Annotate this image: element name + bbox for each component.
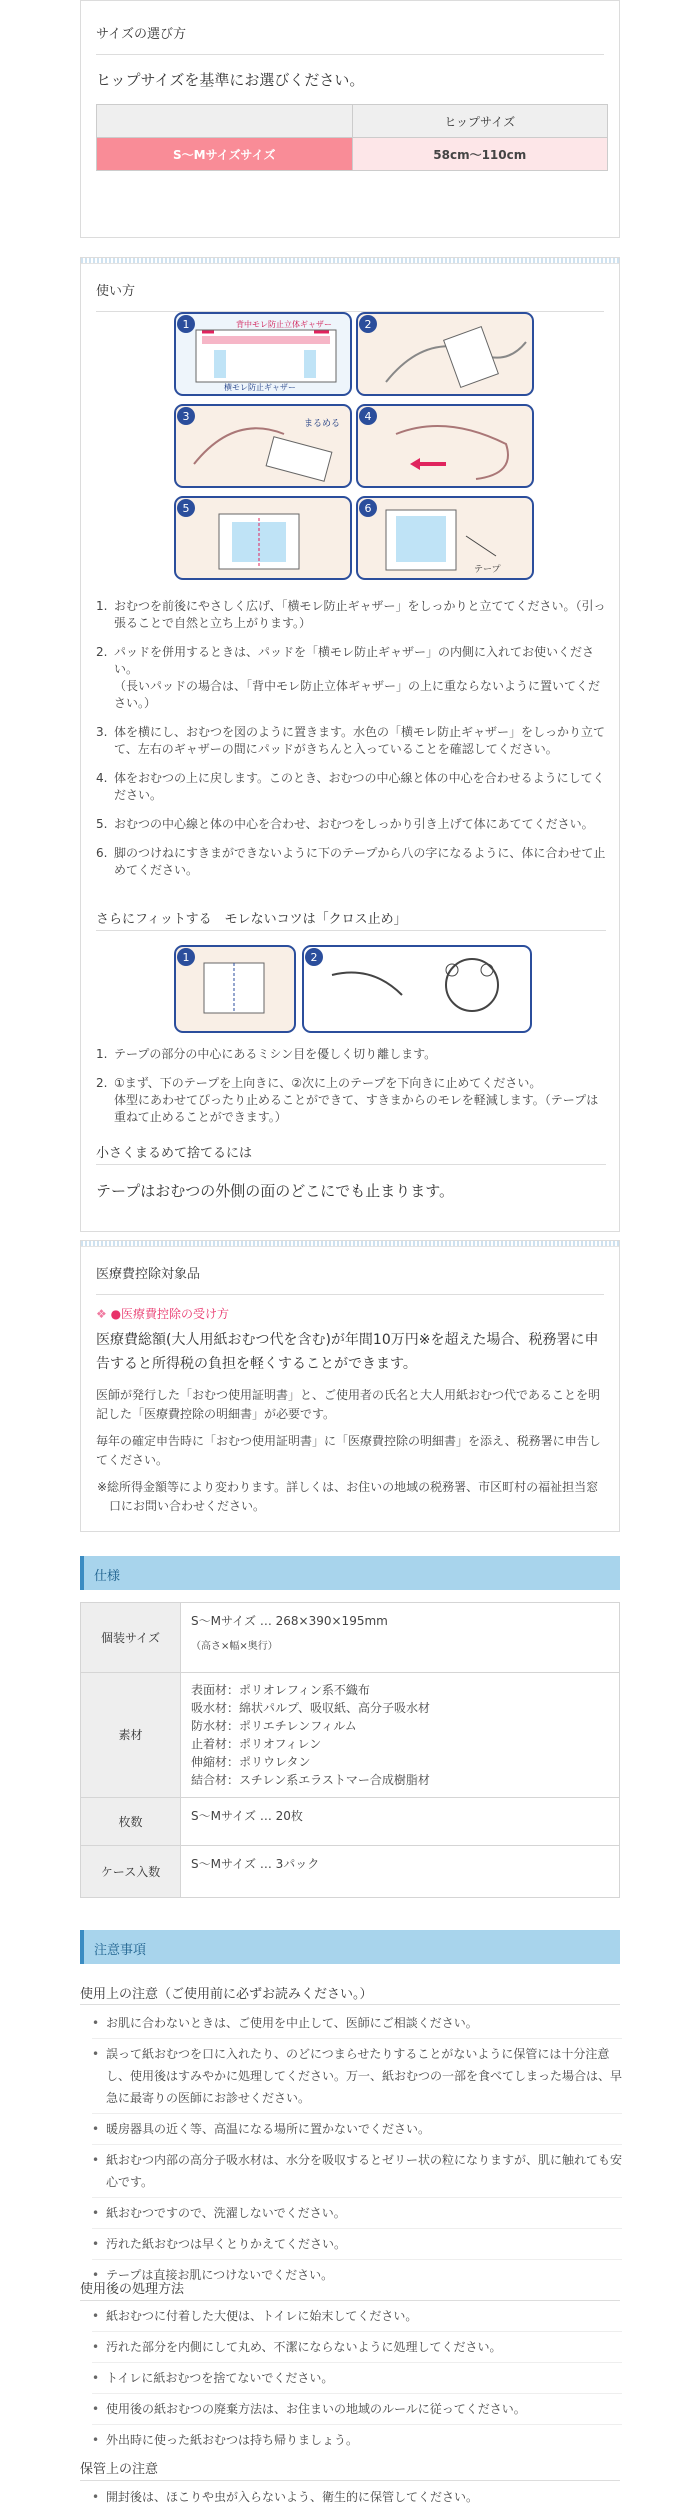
- after-use-list: [92, 2305, 622, 2459]
- medical-section: [80, 1240, 620, 1532]
- medical-note: ※総所得金額等により変わります。詳しくは、お住いの地域の税務署、市区町村の福祉担当窓口にお問い合わせください。: [97, 1480, 599, 1513]
- list-item: • 紙おむつですので、洗濯しないでください。: [92, 2202, 622, 2229]
- usage-step: 5. おむつの中心線と体の中心を合わせ、おむつをしっかり引き上げて体にあててください。: [96, 817, 594, 831]
- use-caution-list: [92, 2012, 622, 2294]
- usage-step: 3. 体を横にし、おむつを図のように置きます。水色の「横モレ防止ギャザー」をしっかり立てて、左右のギャザーの間にパッドがきちんと入っていることを確認してください。: [96, 725, 606, 756]
- list-item: • 暖房器具の近く等、高温になる場所に置かないでください。: [92, 2118, 622, 2145]
- spec-label: 個装サイズ: [81, 1603, 181, 1673]
- list-item: • 誤って紙おむつを口に入れたり、のどにつまらせたりすることがないように保管には十分注意し、使用後はすみやかに処理してください。万一、紙おむつの一部を食べてしまった場合は、早急に最寄りの医師にお診せください。: [92, 2043, 622, 2114]
- svg-text:4: 4: [364, 410, 372, 423]
- dispose-title: 小さくまるめて捨てるには: [96, 1146, 253, 1161]
- list-item: • 使用後の紙おむつの廃棄方法は、お住まいの地域のルールに従ってください。: [92, 2398, 622, 2425]
- list-item: • 紙おむつ内部の高分子吸水材は、水分を吸収するとゼリー状の粒になりますが、肌に触れても安心です。: [92, 2149, 622, 2198]
- spec-value: 表面材：ポリオレフィン系不織布 吸水材：綿状パルプ、吸収紙、高分子吸水材 防水材：ポリエチレンフィルム 止着材：ポリオフィレン 伸縮材：ポリウレタン 結合材：スチレン系エラストマー合成樹脂材: [181, 1673, 620, 1798]
- size-value-cell: 58cm～110cm: [352, 138, 608, 171]
- list-item: • テープは直接お肌につけないでください。: [92, 2268, 334, 2282]
- usage-section-title: 使い方: [96, 284, 136, 299]
- usage-figures: [174, 312, 534, 580]
- usage-step: 6. 脚のつけねにすきまができないように下のテープから八の字になるように、体に合わせて止めてください。: [96, 846, 606, 877]
- spec-value: S～Mサイズ … 3パック: [181, 1846, 620, 1898]
- use-caution-title: 使用上の注意（ご使用前に必ずお読みください。）: [80, 1987, 373, 2002]
- step-figure-6: [357, 497, 533, 579]
- svg-text:背中モレ防止立体ギャザー: 背中モレ防止立体ギャザー: [236, 320, 332, 329]
- list-item: • トイレに紙おむつを捨てないでください。: [92, 2367, 622, 2394]
- svg-text:3: 3: [182, 410, 190, 423]
- svg-text:2: 2: [310, 951, 318, 964]
- svg-text:横モレ防止ギャザー: 横モレ防止ギャザー: [224, 383, 296, 392]
- after-use-title: 使用後の処理方法: [80, 2282, 185, 2297]
- svg-text:6: 6: [364, 502, 372, 515]
- medical-subtitle: ❖ ●医療費控除の受け方: [96, 1307, 230, 1321]
- spec-label: 枚数: [81, 1798, 181, 1846]
- cross-step: 1. テープの部分の中心にあるミシン目を優しく切り離します。: [96, 1047, 437, 1061]
- size-section: [80, 0, 620, 238]
- spec-value: S～Mサイズ … 20枚: [181, 1798, 620, 1846]
- diamond-icon: ❖: [96, 1307, 111, 1321]
- step-figure-3: [175, 405, 351, 487]
- svg-text:テープ: テープ: [474, 565, 501, 575]
- step-figure-5: [175, 497, 351, 579]
- spec-table: [80, 1602, 620, 1898]
- svg-text:1: 1: [182, 951, 190, 964]
- step-figure-4: [357, 405, 533, 487]
- medical-paragraph: 医師が発行した「おむつ使用証明書」と、ご使用者の氏名と大人用紙おむつ代であることを明記した「医療費控除の明細書」が必要です。: [96, 1388, 601, 1421]
- cross-figure-2: [303, 946, 531, 1032]
- spec-section-title: 仕様: [80, 1556, 620, 1590]
- medical-paragraph: 毎年の確定申告時に「おむつ使用証明書」に「医療費控除の明細書」を添え、税務署に申告してください。: [96, 1434, 601, 1467]
- cross-steps: [96, 1046, 606, 1138]
- size-table-corner: [97, 105, 353, 138]
- divider: [96, 1164, 606, 1165]
- size-section-title: サイズの選び方: [96, 27, 186, 42]
- divider: [96, 930, 606, 931]
- svg-text:1: 1: [182, 318, 190, 331]
- list-item: • 外出時に使った紙おむつは持ち帰りましょう。: [92, 2433, 359, 2447]
- step-figure-1: [175, 313, 351, 395]
- size-table: [96, 104, 608, 171]
- divider: [80, 2480, 620, 2481]
- spec-label: 素材: [81, 1673, 181, 1798]
- dispose-text: テープはおむつの外側の面のどこにでも止まります。: [96, 1182, 455, 1200]
- svg-text:2: 2: [364, 318, 372, 331]
- divider: [80, 2004, 620, 2005]
- step-figure-2: [357, 313, 533, 395]
- cross-title: さらにフィットする モレないコツは「クロス止め」: [96, 912, 407, 927]
- medical-section-title: 医療費控除対象品: [96, 1267, 201, 1282]
- cross-step: 2. ①まず、下のテープを上向きに、②次に上のテープを下向きに止めてください。 体型にあわせてぴったり止めることができて、すきまからのモレを軽減します。（テープは重ねて止めることができます。）: [96, 1076, 599, 1124]
- storage-list: [92, 2486, 622, 2516]
- list-item: • お肌に合わないときは、ご使用を中止して、医師にご相談ください。: [92, 2012, 622, 2039]
- spec-label: ケース入数: [81, 1846, 181, 1898]
- divider: [80, 2300, 620, 2301]
- usage-step: 4. 体をおむつの上に戻します。このとき、おむつの中心線と体の中心を合わせるようにしてください。: [96, 771, 605, 802]
- svg-text:5: 5: [182, 502, 190, 515]
- size-lead: ヒップサイズを基準にお選びください。: [96, 71, 365, 89]
- usage-step: 1. おむつを前後にやさしく広げ、「横モレ防止ギャザー」をしっかりと立ててください。（引っ張ることで自然と立ち上がります。）: [96, 599, 606, 630]
- size-label-cell: S～Mサイズサイズ: [97, 138, 353, 171]
- usage-steps: [96, 598, 606, 891]
- list-item: • 紙おむつに付着した大便は、トイレに始末してください。: [92, 2305, 622, 2332]
- cross-figures: [174, 945, 534, 1035]
- usage-step: 2. パッドを併用するときは、パッドを「横モレ防止ギャザー」の内側に入れてお使いください。 （長いパッドの場合は、「背中モレ防止立体ギャザー」の上に重ならないように置いてください。）: [96, 645, 601, 710]
- caution-section-title: 注意事項: [80, 1930, 620, 1964]
- cross-figure-1: [175, 946, 295, 1032]
- size-table-header: ヒップサイズ: [352, 105, 608, 138]
- storage-title: 保管上の注意: [80, 2462, 159, 2477]
- svg-text:まるめる: まるめる: [304, 419, 341, 429]
- spec-value: S～Mサイズ … 268×390×195mm （高さ×幅×奥行）: [181, 1603, 620, 1673]
- list-item: • 開封後は、ほこりや虫が入らないよう、衛生的に保管してください。: [92, 2490, 479, 2504]
- medical-lead: 医療費総額(大人用紙おむつ代を含む)が年間10万円※を超えた場合、税務署に申告すると所得税の負担を軽くすることができます。: [96, 1332, 599, 1372]
- list-item: • 汚れた紙おむつは早くとりかえてください。: [92, 2233, 622, 2260]
- list-item: • 汚れた部分を内側にして丸め、不潔にならないように処理してください。: [92, 2336, 622, 2363]
